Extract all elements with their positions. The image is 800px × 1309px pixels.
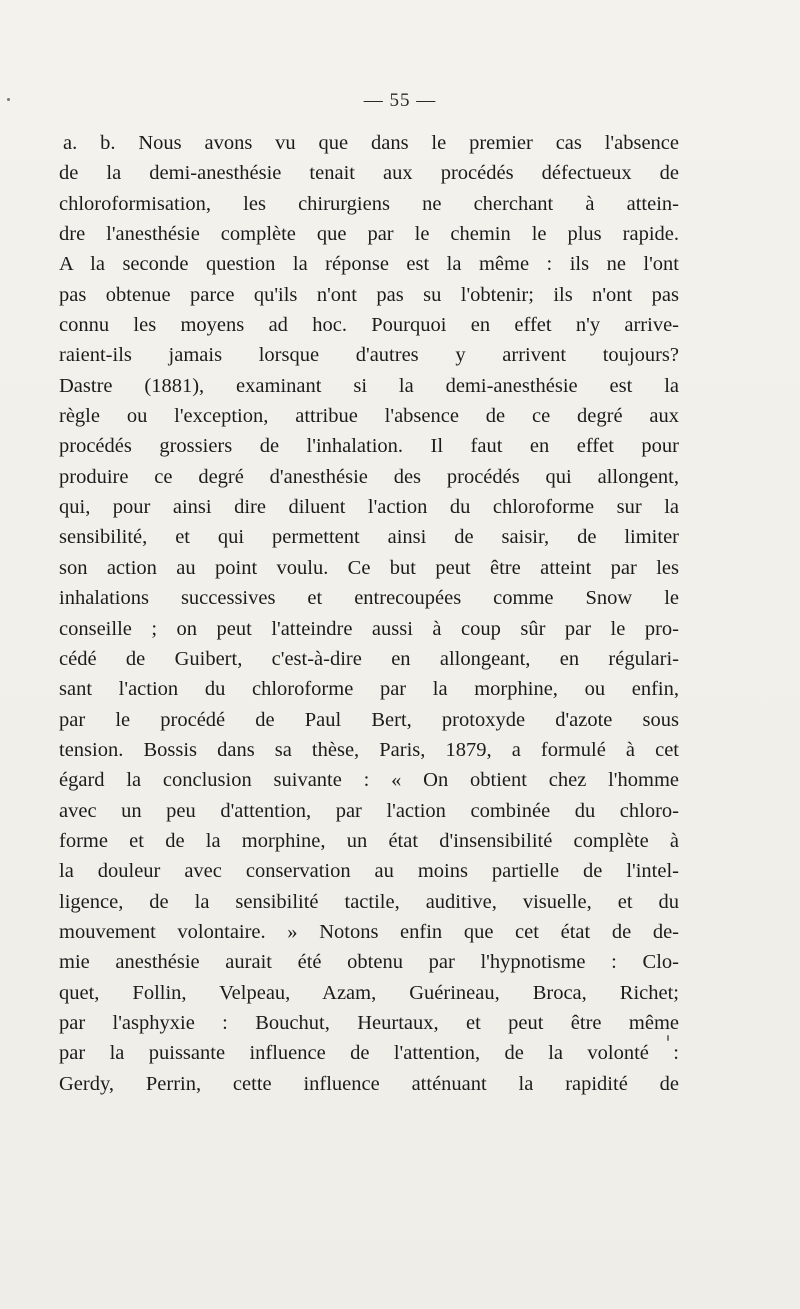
text-line: Gerdy, Perrin, cette influence atténuant la rapidité de [59, 1072, 679, 1095]
text-line: mie anesthésie aurait été obtenu par l'hypnotisme : Clo- [59, 951, 679, 974]
text-line: raient-ils jamais lorsque d'autres y arrivent toujours? [59, 344, 679, 367]
text-line: son action au point voulu. Ce but peut être atteint par les [59, 556, 679, 579]
text-line: tension. Bossis dans sa thèse, Paris, 1879, a formulé à cet [59, 738, 679, 761]
paper-speck [7, 98, 10, 101]
text-line: par la puissante influence de l'attention, de la volonté : [59, 1042, 679, 1065]
text-line: a. b. Nous avons vu que dans le premier cas l'absence [63, 132, 679, 154]
text-line: ligence, de la sensibilité tactile, auditive, visuelle, et du [59, 890, 679, 913]
text-line: qui, pour ainsi dire diluent l'action du chloroforme sur la [59, 496, 679, 519]
text-line: égard la conclusion suivante : « On obtient chez l'homme [59, 769, 679, 792]
text-line: sant l'action du chloroforme par la morphine, ou enfin, [59, 678, 679, 701]
text-line: produire ce degré d'anesthésie des procédés qui allongent, [59, 465, 679, 488]
text-line: par le procédé de Paul Bert, protoxyde d'azote sous [59, 708, 679, 731]
text-line: pas obtenue parce qu'ils n'ont pas su l'obtenir; ils n'ont pas [59, 283, 679, 306]
body-text [59, 128, 679, 1099]
text-line: avec un peu d'attention, par l'action combinée du chloro- [59, 799, 679, 822]
text-line: de la demi-anesthésie tenait aux procédés défectueux de [59, 162, 679, 185]
paper-speck [667, 1035, 669, 1041]
text-line: la douleur avec conservation au moins partielle de l'intel- [59, 860, 679, 883]
text-line: sensibilité, et qui permettent ainsi de saisir, de limiter [59, 526, 679, 549]
text-line: Dastre (1881), examinant si la demi-anesthésie est la [59, 374, 679, 397]
text-line: conseille ; on peut l'atteindre aussi à coup sûr par le pro- [59, 617, 679, 640]
text-line: par l'asphyxie : Bouchut, Heurtaux, et peut être même [59, 1011, 679, 1034]
page-number: — 55 — [363, 90, 437, 111]
text-line: forme et de la morphine, un état d'insensibilité complète à [59, 829, 679, 852]
text-line: connu les moyens ad hoc. Pourquoi en effet n'y arrive- [59, 314, 679, 337]
text-line: A la seconde question la réponse est la même : ils ne l'ont [59, 253, 679, 276]
text-line: mouvement volontaire. » Notons enfin que cet état de de- [59, 920, 679, 943]
text-line: cédé de Guibert, c'est-à-dire en allongeant, en régulari- [59, 647, 679, 670]
text-line: dre l'anesthésie complète que par le chemin le plus rapide. [59, 223, 679, 246]
text-line: quet, Follin, Velpeau, Azam, Guérineau, Broca, Richet; [59, 981, 679, 1004]
text-line: procédés grossiers de l'inhalation. Il faut en effet pour [59, 435, 679, 458]
text-line: inhalations successives et entrecoupées comme Snow le [59, 587, 679, 610]
text-line: règle ou l'exception, attribue l'absence de ce degré aux [59, 405, 679, 428]
text-line: chloroformisation, les chirurgiens ne cherchant à attein- [59, 192, 679, 215]
